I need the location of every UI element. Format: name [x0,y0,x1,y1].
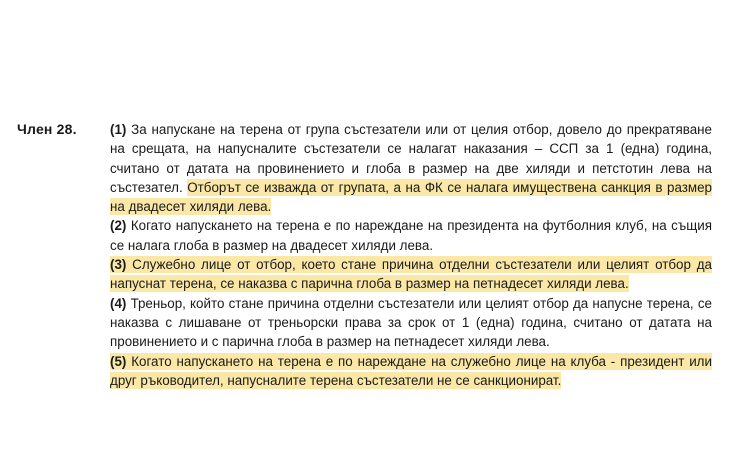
paragraph-2-text: Когато напускането на терена е по нареждане на президента на футболния клуб, на същия се налага глоба в размер на двадесет хиляди лева. [110,218,712,253]
paragraph-4 [110,294,712,352]
paragraph-4-text: Треньор, който стане причина отделни състезатели или целият отбор да напусне терена, се наказва с лишаване от треньорски права за срок от 1 (една) година, считано от датата на провинението и с парична глоба в размер на петнадесет хиляди лева. [110,295,712,350]
paragraph-4-number: (4) [110,295,127,311]
paragraph-5-number: (5) [110,353,127,369]
paragraph-3 [110,255,712,294]
paragraph-1-highlight: Отборът се изважда от групата, а на ФК се налага имуществена санкция в размер на двадесет хиляди лева. [110,179,712,215]
article-number: Член 28. [17,121,77,137]
paragraph-3-number: (3) [110,257,127,273]
article-body [110,120,712,390]
paragraph-2 [110,216,712,255]
paragraph-1-number: (1) [110,122,127,137]
paragraph-1-text: За напускане на терена от група състезатели или от целия отбор, довело до прекратяване на срещата, на напусналите състезатели се налагат наказания – ССП за 1 (една) година, считано от датата на провинението и глоба в размер на две хиляди и петстотин лева на състезател. [110,122,712,195]
paragraph-5-text: Когато напускането на терена е по нареждане на служебно лице на клуба - президент или друг ръководител, напусналите терена състезатели не се санкционират. [110,353,712,388]
paragraph-2-number: (2) [110,218,127,234]
paragraph-3-text: Служебно лице от отбор, което стане причина отделни състезатели или целият отбор да напуснат терена, се наказва с парична глоба в размер на петнадесет хиляди лева. [110,257,712,292]
paragraph-5 [110,352,712,391]
paragraph-1 [110,120,712,216]
